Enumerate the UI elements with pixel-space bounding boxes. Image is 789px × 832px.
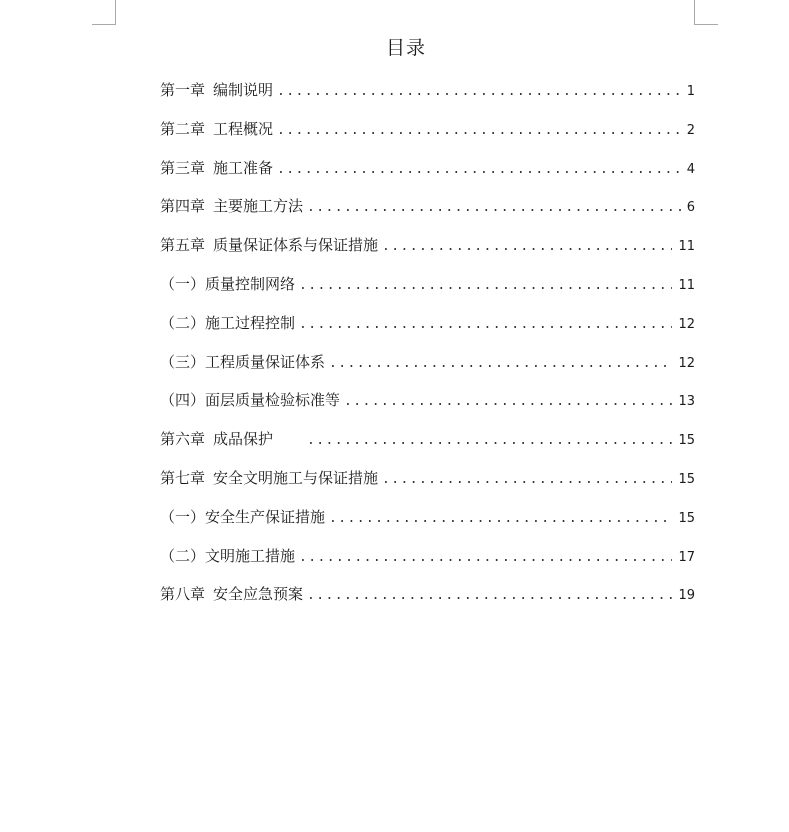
toc-entry-7[interactable] bbox=[160, 464, 695, 503]
toc-entry-page: 2 bbox=[686, 122, 695, 138]
toc-entry-page: 15 bbox=[678, 471, 695, 487]
toc-entry-page: 1 bbox=[686, 84, 695, 99]
toc-entry-page: 13 bbox=[678, 394, 695, 410]
toc-entry-chapter: 第三章 bbox=[160, 158, 206, 177]
toc-entry-chapter: 第二章 bbox=[160, 119, 206, 138]
toc-entry-title: （二）施工过程控制 bbox=[160, 313, 296, 332]
toc-entry-chapter: 第五章 bbox=[160, 236, 206, 255]
toc-entry-page: 4 bbox=[686, 161, 695, 177]
toc-entry-label bbox=[160, 115, 273, 143]
toc-entry-title: （二）文明施工措施 bbox=[160, 546, 296, 565]
page-corner-mark-top-left bbox=[92, 0, 116, 25]
toc-entry-title: （一）安全生产保证措施 bbox=[160, 507, 326, 526]
toc-entry-title: 施工准备 bbox=[213, 158, 274, 177]
toc-entry-page: 15 bbox=[678, 510, 695, 526]
toc-entry-label bbox=[160, 503, 325, 531]
toc-entry-title: （一）质量控制网络 bbox=[160, 274, 296, 293]
toc-entry-5[interactable] bbox=[160, 231, 695, 270]
toc-entry-chapter: 第四章 bbox=[160, 197, 206, 216]
toc-entry-label bbox=[160, 542, 295, 570]
toc-title: 目录 bbox=[385, 37, 426, 59]
toc-entry-label bbox=[160, 309, 295, 337]
toc-entry-label bbox=[160, 348, 325, 376]
toc-entry-label bbox=[160, 154, 273, 182]
toc-entry-3[interactable] bbox=[160, 154, 695, 193]
toc-entry-8[interactable] bbox=[160, 580, 695, 619]
toc-entry-5-1[interactable] bbox=[160, 270, 695, 309]
toc-dot-leader bbox=[382, 233, 672, 261]
toc-list bbox=[160, 76, 695, 619]
toc-entry-label bbox=[160, 231, 378, 259]
toc-dot-leader bbox=[299, 272, 672, 300]
toc-dot-leader bbox=[307, 427, 672, 455]
toc-entry-chapter: 第七章 bbox=[160, 468, 206, 487]
toc-entry-5-2[interactable] bbox=[160, 309, 695, 348]
toc-entry-title: 质量保证体系与保证措施 bbox=[213, 236, 379, 255]
toc-entry-label bbox=[160, 76, 273, 104]
toc-entry-2[interactable] bbox=[160, 115, 695, 154]
toc-entry-page: 11 bbox=[678, 239, 695, 255]
toc-dot-leader bbox=[307, 194, 681, 222]
toc-entry-page: 15 bbox=[678, 433, 695, 449]
toc-dot-leader bbox=[299, 544, 672, 572]
toc-entry-title: 编制说明 bbox=[213, 81, 274, 99]
toc-entry-chapter: 第八章 bbox=[160, 585, 206, 604]
toc-dot-leader bbox=[277, 78, 681, 106]
toc-entry-6[interactable] bbox=[160, 425, 695, 464]
toc-entry-page: 19 bbox=[678, 588, 695, 604]
toc-entry-label bbox=[160, 580, 303, 608]
toc-entry-page: 12 bbox=[678, 316, 695, 332]
toc-entry-1[interactable] bbox=[160, 76, 695, 115]
toc-dot-leader bbox=[277, 117, 681, 145]
toc-entry-page: 12 bbox=[678, 355, 695, 371]
toc-entry-page: 6 bbox=[686, 200, 695, 216]
toc-entry-title: 成品保护 bbox=[213, 430, 274, 449]
page-corner-mark-top-right bbox=[694, 0, 718, 25]
toc-entry-title: 安全应急预案 bbox=[213, 585, 304, 604]
toc-dot-leader bbox=[329, 505, 672, 533]
toc-entry-page: 11 bbox=[678, 277, 695, 293]
toc-dot-leader bbox=[299, 311, 672, 339]
toc-entry-chapter: 第一章 bbox=[160, 81, 206, 99]
toc-dot-leader bbox=[382, 466, 672, 494]
toc-entry-label bbox=[160, 464, 378, 492]
toc-dot-leader bbox=[329, 350, 672, 378]
toc-entry-7-1[interactable] bbox=[160, 503, 695, 542]
toc-entry-title: 主要施工方法 bbox=[213, 197, 304, 216]
toc-entry-title: 安全文明施工与保证措施 bbox=[213, 468, 379, 487]
toc-entry-label bbox=[160, 192, 303, 220]
toc-entry-page: 17 bbox=[678, 549, 695, 565]
toc-dot-leader bbox=[307, 582, 672, 610]
toc-entry-title: 工程概况 bbox=[213, 119, 274, 138]
toc-entry-label bbox=[160, 425, 273, 453]
toc-entry-5-4[interactable] bbox=[160, 386, 695, 425]
toc-dot-leader bbox=[277, 156, 681, 184]
toc-dot-leader bbox=[344, 388, 672, 416]
toc-entry-chapter: 第六章 bbox=[160, 430, 206, 449]
toc-entry-title: （四）面层质量检验标准等 bbox=[160, 391, 341, 410]
toc-entry-7-2[interactable] bbox=[160, 542, 695, 581]
toc-entry-label bbox=[160, 386, 340, 414]
toc-entry-4[interactable] bbox=[160, 192, 695, 231]
toc-entry-5-3[interactable] bbox=[160, 348, 695, 387]
toc-entry-title: （三）工程质量保证体系 bbox=[160, 352, 326, 371]
toc-entry-label bbox=[160, 270, 295, 298]
